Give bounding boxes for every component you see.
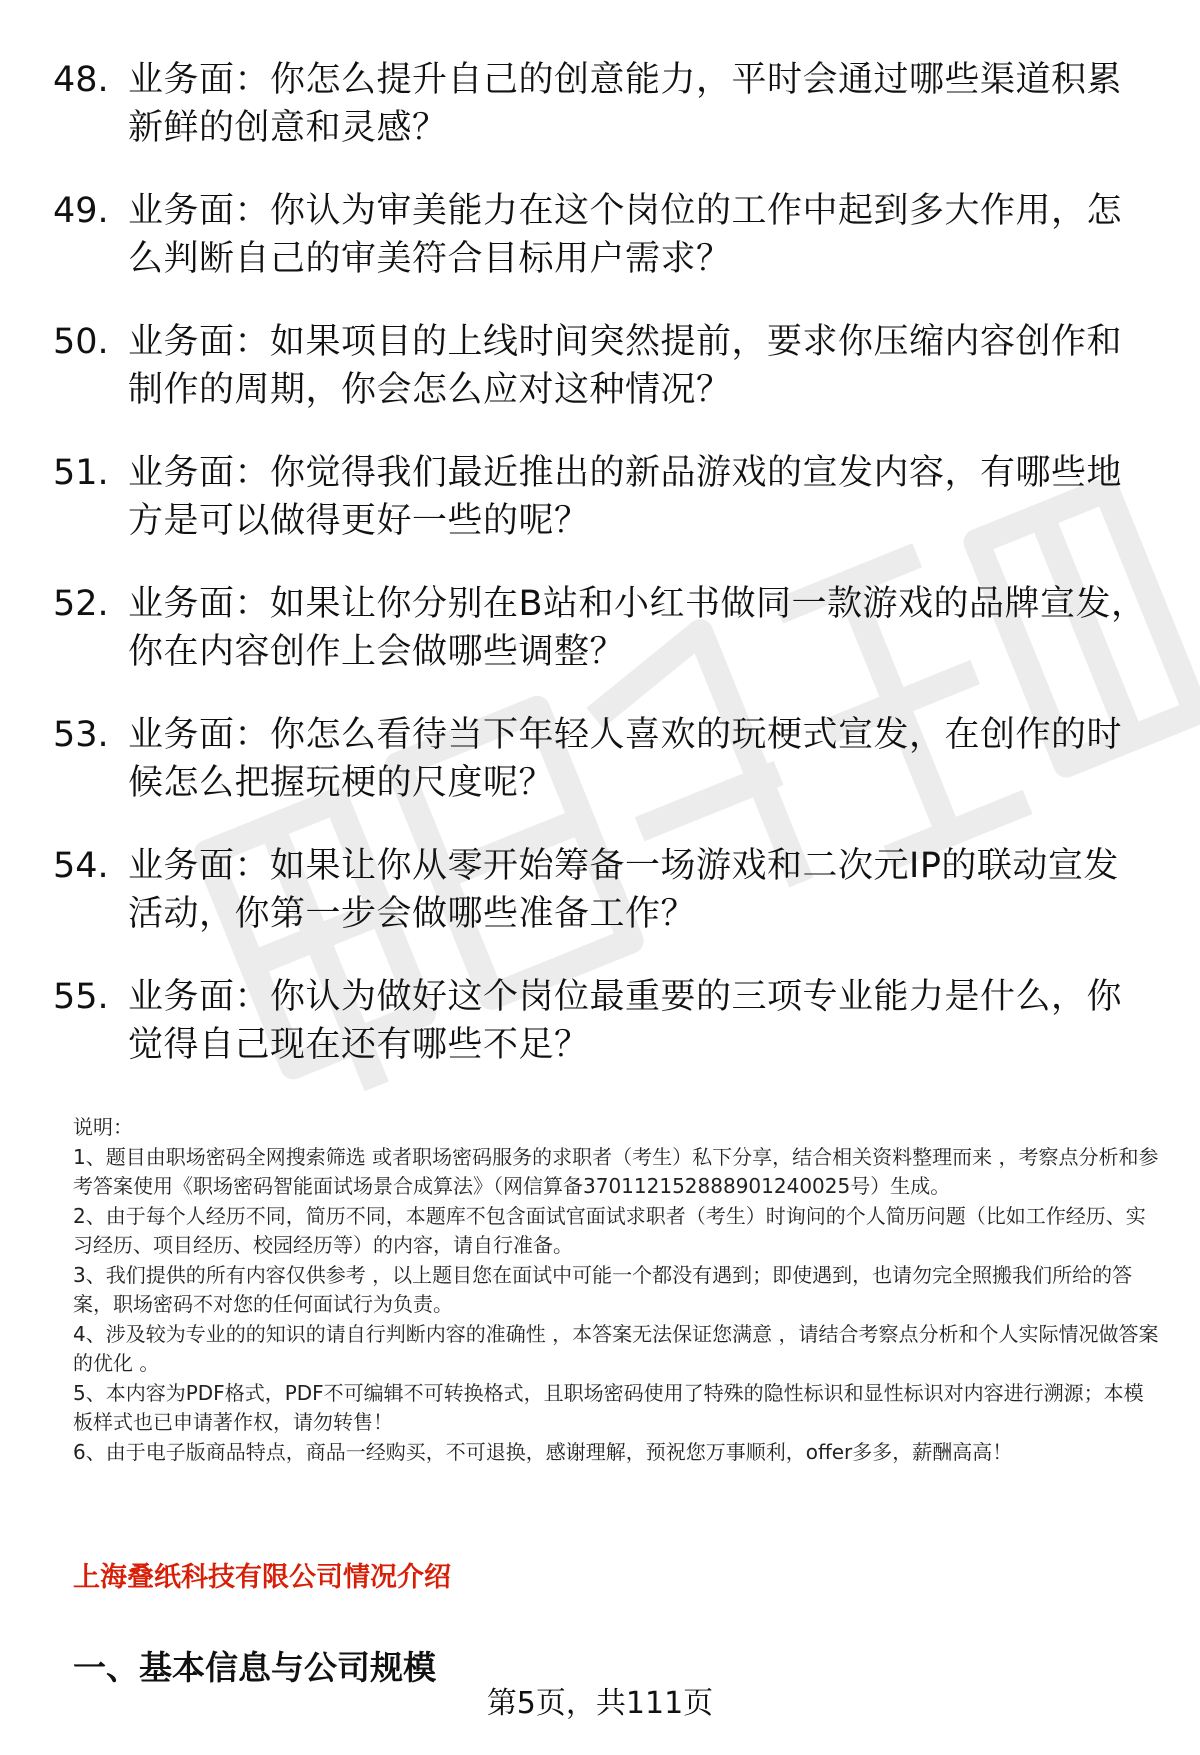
question-number: 50. (53, 322, 109, 362)
company-title: 上海叠纸科技有限公司情况介绍 (73, 1562, 451, 1593)
notes-heading: 说明： (73, 1115, 133, 1139)
note-item: 1、题目由职场密码全网搜索筛选 或者职场密码服务的求职者（考生）私下分享，结合相关资料整理而来 ，考察点分析和参考答案使用《职场密码智能面试场景合成算法》（网信算备370112152888901240025号）生成。 (73, 1144, 1159, 1198)
question-text: 业务面：你怎么提升自己的创意能力，平时会通过哪些渠道积累新鲜的创意和灵感？ (128, 60, 1123, 148)
question-list (0, 56, 1200, 1104)
question-item (0, 56, 1200, 187)
question-number: 52. (53, 584, 109, 624)
question-item (0, 711, 1200, 842)
note-item: 2、由于每个人经历不同，简历不同，本题库不包含面试官面试求职者（考生）时询问的个人简历问题（比如工作经历、实习经历、项目经历、校园经历等）的内容，请自行准备。 (73, 1203, 1146, 1257)
question-number: 54. (53, 846, 109, 886)
question-text: 业务面：如果让你从零开始筹备一场游戏和二次元IP的联动宣发活动，你第一步会做哪些准备工作？ (128, 846, 1119, 934)
page-indicator: 第5页，共111页 (486, 1686, 714, 1721)
question-item (0, 449, 1200, 580)
question-text: 业务面：你认为审美能力在这个岗位的工作中起到多大作用，怎么判断自己的审美符合目标用户需求？ (128, 191, 1123, 279)
question-item (0, 318, 1200, 449)
note-item: 3、我们提供的所有内容仅供参考 ，以上题目您在面试中可能一个都没有遇到；即使遇到，也请勿完全照搬我们所给的答案，职场密码不对您的任何面试行为负责。 (73, 1262, 1133, 1316)
notes-section (73, 1113, 1163, 1467)
question-text: 业务面：你认为做好这个岗位最重要的三项专业能力是什么，你觉得自己现在还有哪些不足？ (128, 977, 1123, 1065)
question-number: 49. (53, 191, 109, 231)
section-heading: 一、基本信息与公司规模 (73, 1648, 436, 1687)
note-item: 6、由于电子版商品特点，商品一经购买，不可退换，感谢理解，预祝您万事顺利，offer多多，薪酬高高！ (73, 1439, 1013, 1464)
note-item: 5、本内容为PDF格式，PDF不可编辑不可转换格式，且职场密码使用了特殊的隐性标识和显性标识对内容进行溯源；本模板样式也已申请著作权，请勿转售！ (73, 1380, 1144, 1434)
question-text: 业务面：如果项目的上线时间突然提前，要求你压缩内容创作和制作的周期，你会怎么应对这种情况？ (128, 322, 1123, 410)
question-item (0, 187, 1200, 318)
question-number: 53. (53, 715, 109, 755)
note-item: 4、涉及较为专业的的知识的请自行判断内容的准确性 ，本答案无法保证您满意 ，请结合考察点分析和个人实际情况做答案的优化 。 (73, 1321, 1159, 1375)
question-text: 业务面：你觉得我们最近推出的新品游戏的宣发内容，有哪些地方是可以做得更好一些的呢？ (128, 453, 1123, 541)
question-item (0, 580, 1200, 711)
question-item (0, 842, 1200, 973)
question-number: 51. (53, 453, 109, 493)
question-text: 业务面：如果让你分别在B站和小红书做同一款游戏的品牌宣发，你在内容创作上会做哪些调整？ (128, 584, 1147, 672)
question-number: 55. (53, 977, 109, 1017)
question-number: 48. (53, 60, 109, 100)
question-text: 业务面：你怎么看待当下年轻人喜欢的玩梗式宣发，在创作的时候怎么把握玩梗的尺度呢？ (128, 715, 1123, 803)
question-item (0, 973, 1200, 1104)
